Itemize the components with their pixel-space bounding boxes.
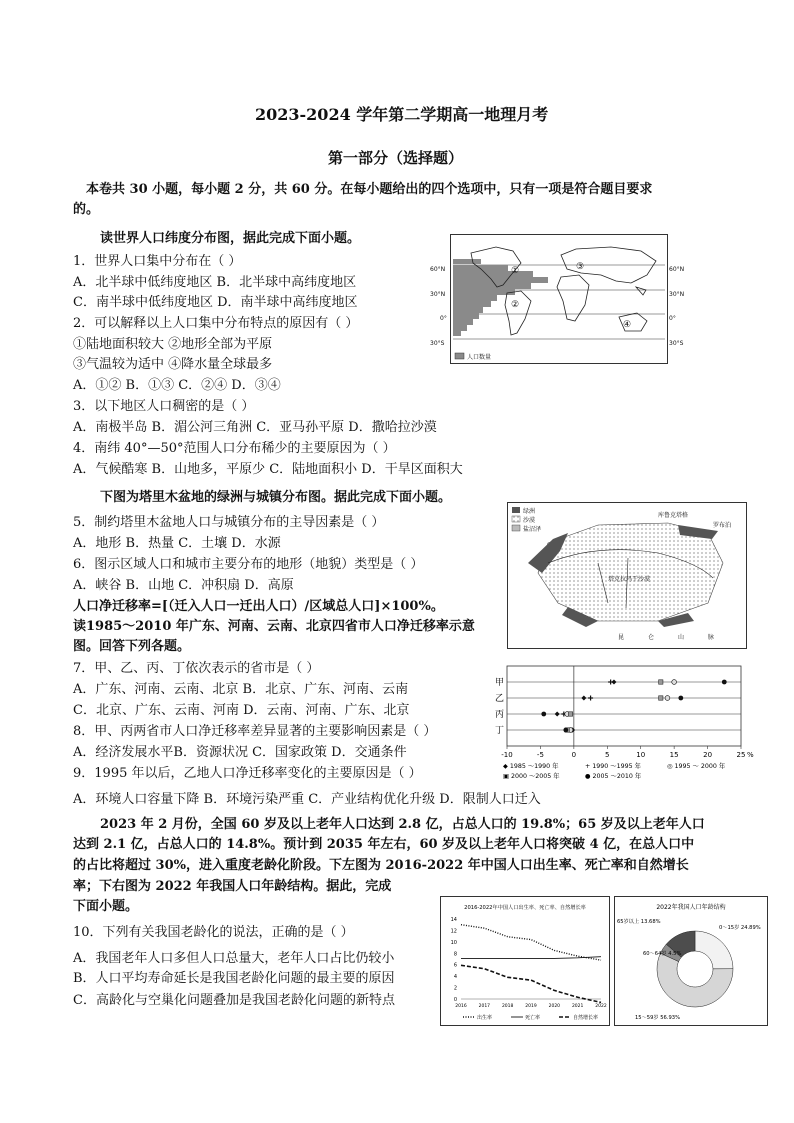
rates-chart-svg xyxy=(441,897,609,1025)
rates-chart-title: 2016-2022年中国人口出生率、死亡率、自然增长率 xyxy=(464,905,586,911)
data-point xyxy=(659,680,663,684)
x-tick-label: 2021 xyxy=(571,1004,584,1009)
q1-options-ab: A．北半球中低纬度地区 B．北半球中高纬度地区 xyxy=(73,275,357,290)
row-label: 甲 xyxy=(495,678,505,688)
q2-items-34: ③气温较为适中 ④降水量全球最多 xyxy=(73,357,273,372)
instructions-line1: 本卷共 30 小题，每小题 2 分，共 60 分。在每小题给出的四个选项中，只有一项是符合题目要求 xyxy=(86,182,653,197)
label-kuruktag: 库鲁克塔格 xyxy=(658,512,689,519)
legend-label: 出生率 xyxy=(477,1015,493,1021)
lat-left-0: 0° xyxy=(440,315,447,322)
legend-label: 自然增长率 xyxy=(573,1015,599,1021)
section-title: 第一部分（选择题） xyxy=(328,149,464,167)
x-tick-label: 10 xyxy=(636,751,646,759)
legend-item: + 1990 ～1995 年 xyxy=(585,763,641,770)
age-structure-chart xyxy=(614,896,768,1026)
y-tick-label: 6 xyxy=(453,962,457,969)
question-3: 3．以下地区人口稠密的是（ ） xyxy=(73,399,255,414)
group2-intro: 下图为塔里木盆地的绿洲与城镇分布图。据此完成下面小题。 xyxy=(100,490,452,505)
q5-options: A．地形 B．热量 C．土壤 D．水源 xyxy=(73,536,281,551)
age-chart-svg xyxy=(615,897,767,1025)
legend-item: ◆ 1985 ～1990 年 xyxy=(503,763,559,770)
q10-option-c: C．高龄化与空巢化问题叠加是我国老龄化问题的新特点 xyxy=(73,993,395,1008)
x-tick-label: -10 xyxy=(501,751,513,759)
pie-label: 15～59岁 56.93% xyxy=(635,1015,681,1021)
map-mark-3: ③ xyxy=(576,262,585,272)
q8-options: A．经济发展水平B．资源状况 C．国家政策 D．交通条件 xyxy=(73,745,407,760)
x-tick-label: 5 xyxy=(605,751,610,759)
aging-para-4: 率；下右图为 2022 年我国人口年龄结构。据此，完成 xyxy=(73,879,392,894)
pie-label: 0～15岁 24.89% xyxy=(719,925,761,931)
series-line xyxy=(461,925,601,960)
age-chart-title: 2022年我国人口年龄结构 xyxy=(656,904,726,911)
data-point xyxy=(665,696,670,701)
rates-line-chart xyxy=(440,896,610,1026)
lat-left-60n: 60°N xyxy=(430,266,446,273)
q3-options: A．南极半岛 B．湄公河三角洲 C．亚马孙平原 D．撒哈拉沙漠 xyxy=(73,420,437,435)
pie-label: 65岁以上 13.68% xyxy=(617,919,661,925)
aging-para-2: 达到 2.1 亿，占总人口的 14.8%。预计到 2035 年左右，60 岁及以上老年人口将突破 4 亿，在总人口中 xyxy=(73,837,695,852)
data-point xyxy=(568,712,572,716)
q9-options: A．环境人口容量下降 B．环境污染严重 C．产业结构优化升级 D．限制人口迁入 xyxy=(73,792,541,807)
question-1: 1．世界人口集中分布在（ ） xyxy=(73,254,242,269)
question-7: 7．甲、乙、丙、丁依次表示的省市是（ ） xyxy=(73,661,320,676)
q10-option-a: A．我国老年人口多但人口总量大，老年人口占比仍较小 xyxy=(73,951,395,966)
lat-left-30s: 30°S xyxy=(430,340,445,347)
migration-definition: 人口净迁移率=[（迁入人口一迁出人口）/区域总人口]×100%。 xyxy=(73,599,444,614)
data-point xyxy=(588,696,593,701)
migration-chart xyxy=(485,664,760,781)
y-tick-label: 0 xyxy=(453,997,457,1003)
y-tick-label: 10 xyxy=(450,939,457,946)
y-tick-label: 14 xyxy=(450,917,457,923)
legend-oasis: 绿洲 xyxy=(523,508,536,515)
x-tick-label: -5 xyxy=(536,751,544,759)
question-5: 5．制约塔里木盆地人口与城镇分布的主导因素是（ ） xyxy=(73,515,385,530)
legend-desert: 沙漠 xyxy=(523,517,536,524)
label-lop-nur: 罗布泊 xyxy=(713,522,732,529)
question-6: 6．图示区域人口和城市主要分布的地形（地貌）类型是（ ） xyxy=(73,557,424,572)
x-tick-label: 15 xyxy=(669,751,679,759)
label-shan: 山 xyxy=(678,634,685,641)
map1-legend: 人口数量 xyxy=(467,354,492,361)
legend-salt-marsh: 盐沼泽 xyxy=(523,526,542,533)
map-mark-1: ① xyxy=(511,266,520,276)
lat-right-0: 0° xyxy=(669,315,676,322)
tarim-basin-map xyxy=(507,502,747,649)
question-8: 8．甲、丙两省市人口净迁移率差异显著的主要影响因素是（ ） xyxy=(73,724,437,739)
pie-slice xyxy=(695,931,733,969)
data-point xyxy=(581,696,586,701)
q2-items-12: ①陆地面积较大 ②地形全部为平原 xyxy=(73,337,273,352)
x-tick-label: 2020 xyxy=(548,1004,561,1009)
label-taklimakan: 塔克拉玛干沙漠 xyxy=(608,576,651,583)
data-point xyxy=(722,680,727,685)
label-mai: 脉 xyxy=(708,634,715,641)
x-tick-label: 2022 xyxy=(595,1004,607,1009)
question-2: 2．可以解释以上人口集中分布特点的原因有（ ） xyxy=(73,316,359,331)
label-lun: 仑 xyxy=(648,634,655,641)
legend-label: 死亡率 xyxy=(525,1015,541,1021)
map-mark-2: ② xyxy=(511,300,520,310)
series-line xyxy=(461,965,601,1002)
data-point xyxy=(678,696,683,701)
group1-intro: 读世界人口纬度分布图，据此完成下面小题。 xyxy=(100,231,361,246)
row-label: 丁 xyxy=(495,726,505,736)
data-point xyxy=(672,680,677,685)
pie-label: 60～64岁 4.5% xyxy=(643,951,682,957)
x-tick-label: 20 xyxy=(703,751,713,759)
row-label: 乙 xyxy=(495,694,505,704)
label-kun: 昆 xyxy=(618,634,625,641)
data-point xyxy=(563,728,568,733)
question-4: 4．南纬 40°—50°范围人口分布稀少的主要原因为（ ） xyxy=(73,441,396,456)
migration-chart-svg xyxy=(485,664,760,781)
world-population-map xyxy=(450,234,668,364)
legend-item: ● 2005 ～2010 年 xyxy=(585,773,642,780)
x-tick-label: 0 xyxy=(571,751,577,759)
legend-item: ▣ 2000 ～2005 年 xyxy=(503,773,560,780)
question-9: 9．1995 年以后，乙地人口净迁移率变化的主要原因是（ ） xyxy=(73,766,422,781)
group3-intro-1: 读1985～2010 年广东、河南、云南、北京四省市人口净迁移率示意 xyxy=(73,619,475,634)
data-point xyxy=(541,712,546,717)
data-point xyxy=(608,680,613,685)
q4-options: A．气候酷寒 B．山地多，平原少 C．陆地面积小 D．干旱区面积大 xyxy=(73,462,463,477)
y-tick-label: 4 xyxy=(453,974,457,981)
question-10: 10．下列有关我国老龄化的说法，正确的是（ ） xyxy=(73,925,354,940)
x-tick-label: 2016 xyxy=(455,1004,467,1009)
x-tick-label: 2019 xyxy=(525,1004,537,1009)
instructions-line2: 的。 xyxy=(73,202,100,217)
y-tick-label: 8 xyxy=(453,951,457,958)
q6-options: A．峡谷 B．山地 C．冲积扇 D．高原 xyxy=(73,578,294,593)
aging-para-3: 的占比将超过 30%，进入重度老龄化阶段。下左图为 2016-2022 年中国人口出生率、死亡率和自然增长 xyxy=(73,858,689,873)
lat-right-30n: 30°N xyxy=(669,291,685,298)
group3-intro-2: 图。回答下列各题。 xyxy=(73,639,191,654)
series-line xyxy=(461,957,601,959)
aging-para-5: 下面小题。 xyxy=(73,899,139,914)
q7-options-cd: C．北京、广东、云南、河南 D．云南、河南、广东、北京 xyxy=(73,703,410,718)
x-tick-label: 2018 xyxy=(501,1004,514,1009)
x-unit: % xyxy=(747,751,754,759)
x-tick-label: 2017 xyxy=(478,1004,491,1009)
exam-title: 2023-2024 学年第二学期高一地理月考 xyxy=(255,105,549,124)
x-tick-label: 25 xyxy=(736,751,746,759)
aging-para-1: 2023 年 2 月份，全国 60 岁及以上老年人口达到 2.8 亿，占总人口的 19.8%；65 岁及以上老年人口 xyxy=(100,817,705,832)
q2-options: A．①② B．①③ C．②④ D．③④ xyxy=(73,378,281,393)
y-tick-label: 12 xyxy=(450,928,457,935)
y-tick-label: 2 xyxy=(453,985,457,992)
lat-left-30n: 30°N xyxy=(430,291,446,298)
row-label: 丙 xyxy=(495,710,505,720)
data-point xyxy=(555,712,560,717)
legend-item: ◎ 1995 ～ 2000 年 xyxy=(667,763,726,770)
q1-options-cd: C．南半球中低纬度地区 D．南半球中高纬度地区 xyxy=(73,295,358,310)
q7-options-ab: A．广东、河南、云南、北京 B．北京、广东、河南、云南 xyxy=(73,682,409,697)
q10-option-b: B．人口平均寿命延长是我国老龄化问题的最主要的原因 xyxy=(73,971,395,986)
legend-swatch xyxy=(455,353,464,359)
map-mark-4: ④ xyxy=(623,320,632,330)
lat-right-30s: 30°S xyxy=(669,340,684,347)
lat-right-60n: 60°N xyxy=(669,266,685,273)
data-point xyxy=(659,696,663,700)
